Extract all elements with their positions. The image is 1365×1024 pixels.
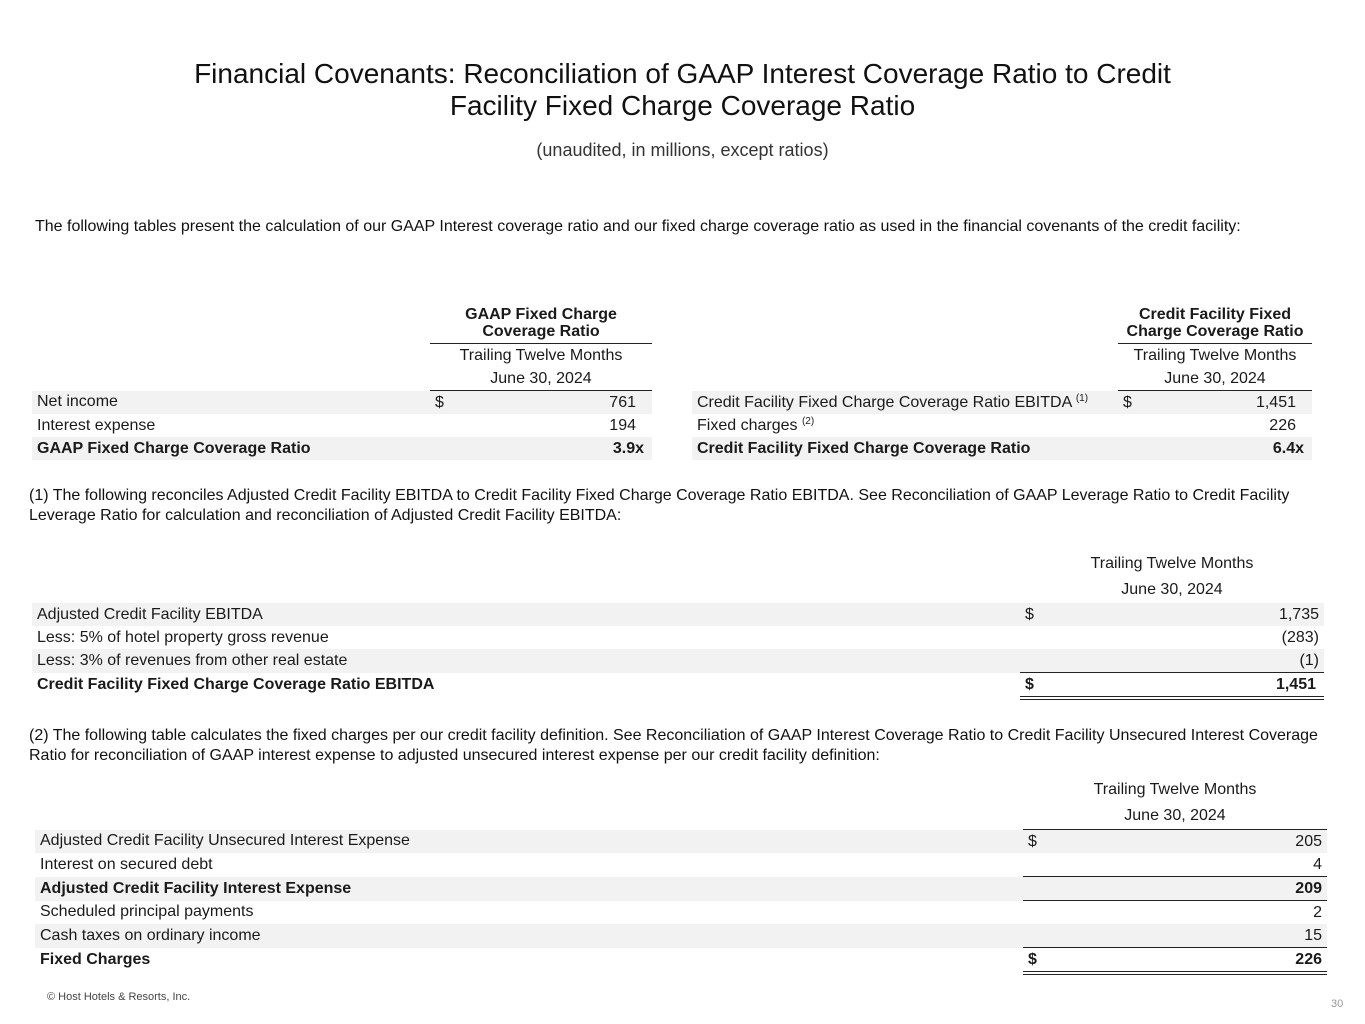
row-label: Adjusted Credit Facility EBITDA xyxy=(32,603,1020,626)
row-label: Fixed Charges xyxy=(40,951,151,969)
table-row-total xyxy=(32,673,1324,699)
currency-symbol: $ xyxy=(1023,948,1047,974)
row-value: 15 xyxy=(1047,924,1327,948)
row-label: Credit Facility Fixed Charge Coverage Ratio EBITDA xyxy=(37,676,435,694)
page-number: 30 xyxy=(1331,998,1344,1010)
currency-symbol xyxy=(1020,649,1044,673)
row-label: Credit Facility Fixed Charge Coverage Ratio EBITDA $^{(1)}$ xyxy=(692,391,1118,415)
fixed-charges-table xyxy=(35,777,1327,975)
page-subtitle: (unaudited, in millions, except ratios) xyxy=(536,140,829,160)
currency-symbol xyxy=(1118,414,1142,437)
cf-table-title-line-1: Credit Facility Fixed xyxy=(1138,306,1292,323)
currency-symbol xyxy=(1023,924,1047,948)
gaap-table-period: Trailing Twelve Months xyxy=(459,346,623,364)
row-value: 1,451 xyxy=(1044,673,1324,699)
row-value: 2 xyxy=(1313,903,1322,921)
currency-symbol xyxy=(430,437,454,460)
row-value: (1) xyxy=(1044,649,1324,673)
row-value: 209 xyxy=(1047,877,1327,901)
currency-symbol: $ xyxy=(430,391,454,415)
gaap-table-title xyxy=(430,306,652,344)
row-label: Scheduled principal payments xyxy=(40,903,254,921)
currency-symbol: $ xyxy=(1118,391,1142,415)
cf-table-title xyxy=(1118,306,1312,344)
table-row xyxy=(35,853,1327,877)
intro-text: The following tables present the calculation of our GAAP Interest coverage ratio and our fixed charge coverage ratio as used in the financial covenants of the credit facility: xyxy=(35,218,1241,235)
ebitda-reconciliation-table xyxy=(32,551,1324,700)
currency-symbol: $ xyxy=(1020,603,1044,626)
row-label: Interest expense xyxy=(37,416,156,434)
note2-period: Trailing Twelve Months xyxy=(1093,781,1257,798)
footnote-ref: (2) xyxy=(801,416,815,427)
table-row xyxy=(692,391,1312,415)
row-label: GAAP Fixed Charge Coverage Ratio xyxy=(32,437,430,460)
row-value: (283) xyxy=(1281,628,1319,646)
cf-table-period: Trailing Twelve Months xyxy=(1133,346,1297,364)
table-row-total xyxy=(692,437,1312,460)
page-title xyxy=(0,58,1365,122)
gaap-table-date: June 30, 2024 xyxy=(430,367,652,391)
footnote-ref: (1) xyxy=(1075,392,1089,404)
table-row xyxy=(692,414,1312,437)
footnote-2-text: (2) The following table calculates the fixed charges per our credit facility definition. See Reconciliation of GAAP Interest Coverage Ratio to Credit Facility Unsecured Interest Coverage Ratio for reconciliation of GAAP interest expense to adjusted unsecured interest expense per our credit facility definition: xyxy=(29,727,1318,764)
note1-date: June 30, 2024 xyxy=(1121,581,1223,598)
row-label: Cash taxes on ordinary income xyxy=(35,924,1023,948)
note2-date: June 30, 2024 xyxy=(1124,807,1226,824)
credit-facility-coverage-table xyxy=(692,306,1312,460)
table-row-subtotal xyxy=(35,877,1327,901)
row-label: Credit Facility Fixed Charge Coverage Ratio xyxy=(692,437,1118,460)
row-value: 226 xyxy=(1269,416,1296,434)
cf-table-date: June 30, 2024 xyxy=(1118,367,1312,391)
row-label: Less: 3% of revenues from other real estate xyxy=(32,649,1020,673)
row-value: 6.4x xyxy=(1142,437,1312,460)
row-label: Net income xyxy=(32,391,430,415)
table-row xyxy=(35,901,1327,925)
footnote-1-text: (1) The following reconciles Adjusted Credit Facility EBITDA to Credit Facility Fixed Charge Coverage Ratio EBITDA. See Reconciliation of GAAP Leverage Ratio to Credit Facility Leverage Ratio for calculation and reconciliation of Adjusted Credit Facility EBITDA: xyxy=(29,487,1290,524)
currency-symbol xyxy=(1023,901,1047,925)
row-value: 761 xyxy=(454,391,652,415)
row-label: Adjusted Credit Facility Interest Expense xyxy=(35,877,1023,901)
page-title-line-1: Financial Covenants: Reconciliation of GAAP Interest Coverage Ratio to Credit xyxy=(194,58,1171,89)
page-title-line-2: Facility Fixed Charge Coverage Ratio xyxy=(449,90,916,121)
table-row xyxy=(32,391,652,415)
currency-symbol xyxy=(1118,437,1142,460)
table-row xyxy=(32,626,1324,649)
row-label: Interest on secured debt xyxy=(40,855,213,873)
row-value: 194 xyxy=(609,416,636,434)
row-value: 4 xyxy=(1313,855,1322,873)
table-row xyxy=(32,649,1324,673)
table-row xyxy=(32,603,1324,626)
currency-symbol xyxy=(1023,877,1047,901)
row-value: 226 xyxy=(1047,948,1327,974)
copyright-text: © Host Hotels & Resorts, Inc. xyxy=(47,991,191,1003)
row-value: 205 xyxy=(1047,830,1327,854)
gaap-coverage-table xyxy=(32,306,652,460)
note1-period: Trailing Twelve Months xyxy=(1090,555,1254,572)
table-row-total xyxy=(35,948,1327,974)
currency-symbol: $ xyxy=(1023,830,1047,854)
row-value: 1,451 xyxy=(1142,391,1312,415)
table-row xyxy=(32,414,652,437)
row-value: 1,735 xyxy=(1044,603,1324,626)
currency-symbol xyxy=(430,414,454,437)
row-label: Fixed charges $^{(2)}$ xyxy=(697,416,815,434)
table-row xyxy=(35,830,1327,854)
table-row-total xyxy=(32,437,652,460)
row-label: Adjusted Credit Facility Unsecured Interest Expense xyxy=(35,830,1023,854)
row-label: Less: 5% of hotel property gross revenue xyxy=(37,628,329,646)
gaap-table-title-line-1: GAAP Fixed Charge xyxy=(465,306,617,323)
row-value: 3.9x xyxy=(454,437,652,460)
gaap-table-title-line-2: Coverage Ratio xyxy=(482,323,600,340)
currency-symbol: $ xyxy=(1020,673,1044,699)
table-row xyxy=(35,924,1327,948)
cf-table-title-line-2: Charge Coverage Ratio xyxy=(1126,323,1304,340)
currency-symbol xyxy=(1023,853,1047,877)
currency-symbol xyxy=(1020,626,1044,649)
